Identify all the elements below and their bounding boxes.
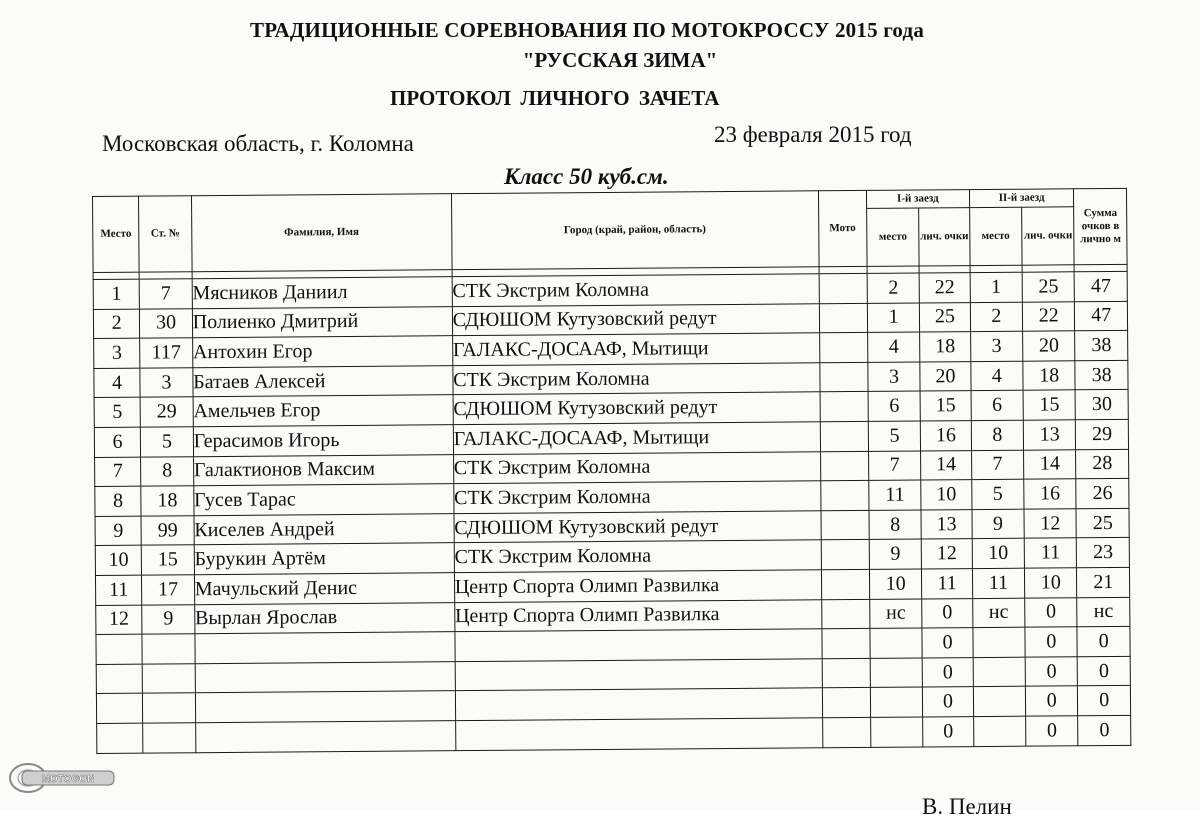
cell-heat2-points: 0 xyxy=(1025,597,1078,627)
cell-total: 47 xyxy=(1075,271,1128,301)
cell-start-number: 99 xyxy=(141,515,194,545)
cell-heat1-points: 0 xyxy=(923,717,974,747)
cell-start-number: 3 xyxy=(140,367,193,397)
cell-moto xyxy=(820,481,869,511)
cell-name: Полиенко Дмитрий xyxy=(192,306,452,338)
cell-place: 7 xyxy=(95,457,142,487)
cell-heat2-points: 25 xyxy=(1022,272,1075,302)
cell-moto xyxy=(819,273,868,303)
cell-total: 0 xyxy=(1078,656,1131,686)
cell-moto xyxy=(819,362,868,392)
cell-heat1-place: 11 xyxy=(869,480,922,510)
header-city: Город (край, район, область) xyxy=(451,191,818,270)
cell-heat1-place: 1 xyxy=(867,303,920,333)
cell-heat2-points: 18 xyxy=(1023,361,1076,391)
cell-place xyxy=(96,693,143,723)
cell-start-number: 18 xyxy=(141,486,194,516)
protocol-title: ПРОТОКОЛ ЛИЧНОГО ЗАЧЕТА xyxy=(390,86,720,110)
cell-start-number xyxy=(143,693,196,723)
cell-name: Амельчев Егор xyxy=(193,395,453,427)
cell-heat2-place xyxy=(973,686,1026,716)
cell-heat2-place xyxy=(973,716,1026,746)
cell-heat1-points: 0 xyxy=(923,687,974,717)
cell-moto xyxy=(821,569,870,599)
cell-place: 9 xyxy=(95,516,142,546)
cell-total: 0 xyxy=(1078,686,1131,716)
results-table-wrapper xyxy=(92,188,1137,774)
header-total: Сумма очков в лично м xyxy=(1074,188,1127,264)
cell-name: Батаев Алексей xyxy=(193,365,453,397)
cell-place: 4 xyxy=(94,368,141,398)
header-heat1-place: место xyxy=(867,208,920,266)
cell-place xyxy=(97,723,144,753)
cell-heat2-points: 14 xyxy=(1024,449,1077,479)
header-heat1-points: лич. очки xyxy=(919,208,970,266)
cell-heat1-points: 20 xyxy=(920,361,971,391)
cell-name xyxy=(195,661,455,693)
cell-heat1-place: 5 xyxy=(868,421,921,451)
cell-heat1-points: 25 xyxy=(920,302,971,332)
cell-place: 5 xyxy=(94,398,141,428)
cell-heat2-points: 12 xyxy=(1024,509,1077,539)
cell-total: 29 xyxy=(1076,419,1129,449)
logo-text: MOTOGON xyxy=(41,774,95,785)
cell-total: 38 xyxy=(1075,360,1128,390)
cell-place: 3 xyxy=(94,338,141,368)
cell-heat1-place: 7 xyxy=(868,451,921,481)
cell-city: ГАЛАКС-ДОСААФ, Мытищи xyxy=(453,422,820,454)
cell-total: 38 xyxy=(1075,331,1128,361)
cell-heat2-points: 0 xyxy=(1025,627,1078,657)
cell-start-number xyxy=(143,723,196,753)
cell-name: Мачульский Денис xyxy=(194,573,454,605)
cell-name: Вырлан Ярослав xyxy=(194,602,454,634)
cell-total: 30 xyxy=(1076,390,1129,420)
cell-moto xyxy=(822,658,871,688)
cell-city xyxy=(455,688,822,720)
cell-heat1-place: нс xyxy=(870,599,923,629)
cell-city: СТК Экстрим Коломна xyxy=(452,274,819,306)
cell-total: 0 xyxy=(1077,626,1130,656)
cell-city xyxy=(455,659,822,691)
header-heat-2: II-й заезд xyxy=(969,189,1074,208)
cell-total: нс xyxy=(1077,597,1130,627)
cell-heat2-place: 9 xyxy=(972,509,1025,539)
cell-heat2-points: 0 xyxy=(1026,716,1079,746)
header-place: Место xyxy=(93,196,140,272)
cell-heat1-points: 0 xyxy=(922,598,973,628)
cell-heat1-points: 11 xyxy=(922,569,973,599)
location-text: Московская область, г. Коломна xyxy=(102,131,414,156)
cell-start-number xyxy=(142,634,195,664)
cell-start-number: 8 xyxy=(141,456,194,486)
cell-heat2-points: 15 xyxy=(1023,390,1076,420)
cell-heat2-place: 3 xyxy=(970,331,1023,361)
cell-heat2-place xyxy=(973,627,1026,657)
cell-heat1-points: 15 xyxy=(920,391,971,421)
cell-heat2-points: 10 xyxy=(1025,568,1078,598)
competition-title: ТРАДИЦИОННЫЕ СОРЕВНОВАНИЯ ПО МОТОКРОССУ 2015 года xyxy=(250,18,925,42)
cell-heat1-points: 16 xyxy=(921,421,972,451)
results-table xyxy=(92,188,1131,754)
results-body xyxy=(93,271,1131,753)
cell-heat1-place: 6 xyxy=(868,391,921,421)
cell-place: 2 xyxy=(93,309,140,339)
cell-heat2-points: 13 xyxy=(1023,420,1076,450)
cell-total: 28 xyxy=(1076,449,1129,479)
cell-heat2-points: 22 xyxy=(1022,301,1075,331)
cell-start-number: 9 xyxy=(142,604,195,634)
cell-heat2-place: 2 xyxy=(970,302,1023,332)
cell-total: 0 xyxy=(1078,715,1131,745)
cell-heat1-place xyxy=(871,717,924,747)
signature-text: В. Пелин xyxy=(922,794,1012,819)
cell-heat1-points: 12 xyxy=(922,539,973,569)
cell-heat1-place: 8 xyxy=(869,510,922,540)
cell-place: 10 xyxy=(95,545,142,575)
cell-heat2-place: 8 xyxy=(971,420,1024,450)
cell-moto xyxy=(821,510,870,540)
cell-start-number: 29 xyxy=(140,397,193,427)
cell-name: Мясников Даниил xyxy=(192,277,452,309)
cell-place: 1 xyxy=(93,279,140,309)
cell-place xyxy=(96,664,143,694)
cell-total: 21 xyxy=(1077,567,1130,597)
cell-city: Центр Спорта Олимп Развилка xyxy=(454,570,821,602)
cell-name xyxy=(195,632,455,664)
cell-city xyxy=(455,629,822,661)
cell-moto xyxy=(822,717,871,747)
cell-heat2-points: 0 xyxy=(1025,656,1078,686)
cell-heat1-points: 13 xyxy=(921,509,972,539)
cell-moto xyxy=(820,421,869,451)
header-heat-1: I-й заезд xyxy=(866,190,969,209)
cell-moto xyxy=(822,688,871,718)
cell-heat2-place: 5 xyxy=(971,479,1024,509)
cell-moto xyxy=(821,629,870,659)
cell-city: СДЮШОМ Кутузовский редут xyxy=(454,511,821,543)
date-text: 23 февраля 2015 год xyxy=(714,122,912,147)
cell-place: 6 xyxy=(94,427,141,457)
cell-heat2-place: 4 xyxy=(971,361,1024,391)
cell-name: Галактионов Максим xyxy=(193,454,453,486)
cell-moto xyxy=(820,451,869,481)
cell-city: СДЮШОМ Кутузовский редут xyxy=(453,392,820,424)
cell-place: 12 xyxy=(96,605,143,635)
motogon-logo xyxy=(4,760,124,796)
cell-place: 11 xyxy=(95,575,142,605)
cell-start-number: 30 xyxy=(140,308,193,338)
cell-moto xyxy=(820,392,869,422)
cell-heat2-place: 11 xyxy=(972,568,1025,598)
cell-total: 26 xyxy=(1076,479,1129,509)
cell-name: Бурукин Артём xyxy=(194,543,454,575)
cell-heat2-points: 11 xyxy=(1024,538,1077,568)
cell-start-number xyxy=(143,663,196,693)
cell-moto xyxy=(821,540,870,570)
cell-city: СДЮШОМ Кутузовский редут xyxy=(452,303,819,335)
cell-city: СТК Экстрим Коломна xyxy=(453,363,820,395)
cell-heat1-place: 3 xyxy=(868,362,921,392)
cell-city: ГАЛАКС-ДОСААФ, Мытищи xyxy=(452,333,819,365)
cell-heat1-place: 10 xyxy=(869,569,922,599)
cell-heat1-place xyxy=(870,687,923,717)
header-start-number: Ст. № xyxy=(139,196,192,272)
cell-heat2-place: нс xyxy=(972,598,1025,628)
header-heat2-place: место xyxy=(969,207,1022,265)
cell-heat2-place: 7 xyxy=(971,450,1024,480)
header-moto: Мото xyxy=(818,190,867,266)
cell-heat1-place: 2 xyxy=(867,273,920,303)
cell-heat2-place xyxy=(973,657,1026,687)
cell-heat2-points: 0 xyxy=(1025,686,1078,716)
cell-heat1-points: 10 xyxy=(921,480,972,510)
cell-moto xyxy=(819,333,868,363)
cell-total: 25 xyxy=(1076,508,1129,538)
cell-city xyxy=(455,718,822,750)
cell-heat1-points: 0 xyxy=(922,628,973,658)
cell-name: Гусев Тарас xyxy=(194,484,454,516)
cell-start-number: 117 xyxy=(140,338,193,368)
cell-start-number: 7 xyxy=(139,279,192,309)
cell-place: 8 xyxy=(95,486,142,516)
cell-name xyxy=(195,721,455,753)
cell-heat2-points: 20 xyxy=(1023,331,1076,361)
cell-name: Киселев Андрей xyxy=(194,513,454,545)
cell-heat1-points: 14 xyxy=(921,450,972,480)
cell-city: СТК Экстрим Коломна xyxy=(453,451,820,483)
cell-start-number: 15 xyxy=(142,545,195,575)
cell-name: Герасимов Игорь xyxy=(193,425,453,457)
cell-start-number: 5 xyxy=(141,427,194,457)
cell-heat2-place: 10 xyxy=(972,539,1025,569)
cell-total: 23 xyxy=(1077,538,1130,568)
class-label: Класс 50 куб.см. xyxy=(504,164,669,189)
cell-total: 47 xyxy=(1075,301,1128,331)
cell-heat1-place xyxy=(870,658,923,688)
cell-moto xyxy=(821,599,870,629)
cell-name xyxy=(195,691,455,723)
cell-name: Антохин Егор xyxy=(192,336,452,368)
cell-place xyxy=(96,634,143,664)
cell-heat1-points: 0 xyxy=(922,657,973,687)
cell-heat2-points: 16 xyxy=(1024,479,1077,509)
header-heat2-points: лич. очки xyxy=(1022,207,1075,265)
cell-heat1-points: 22 xyxy=(919,273,970,303)
cell-heat1-place: 9 xyxy=(869,539,922,569)
header-name: Фамилия, Имя xyxy=(191,194,452,272)
cell-start-number: 17 xyxy=(142,575,195,605)
cell-heat1-points: 18 xyxy=(920,332,971,362)
cell-city: Центр Спорта Олимп Развилка xyxy=(454,599,821,631)
competition-subtitle: "РУССКАЯ ЗИМА" xyxy=(522,48,718,72)
cell-city: СТК Экстрим Коломна xyxy=(454,481,821,513)
cell-heat1-place xyxy=(870,628,923,658)
cell-heat1-place: 4 xyxy=(868,332,921,362)
cell-heat2-place: 1 xyxy=(970,272,1023,302)
cell-heat2-place: 6 xyxy=(971,391,1024,421)
cell-moto xyxy=(819,303,868,333)
cell-city: СТК Экстрим Коломна xyxy=(454,540,821,572)
